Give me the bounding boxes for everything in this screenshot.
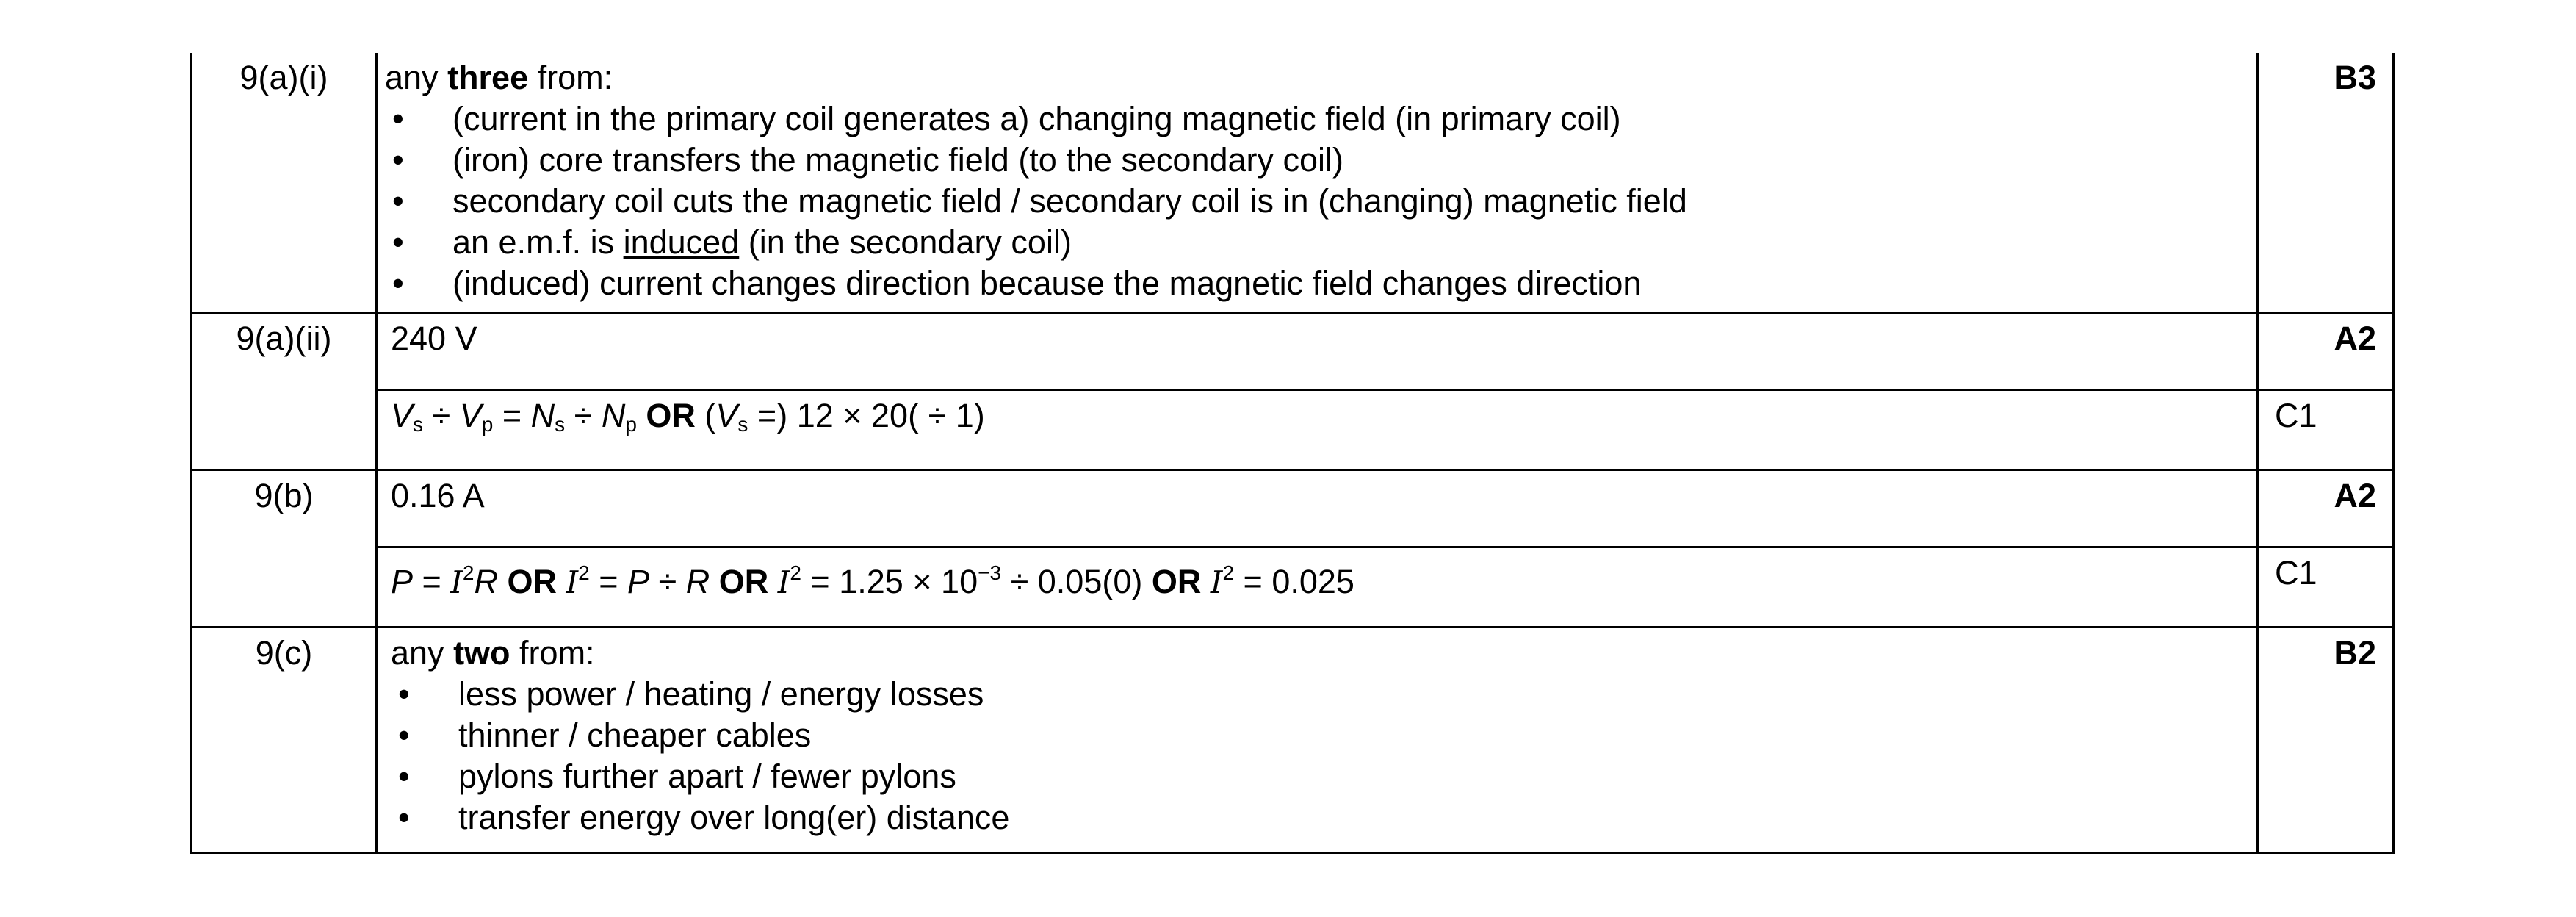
answer-point: • secondary coil cuts the magnetic field / secondary coil is in (changing) magnetic field	[385, 181, 2243, 222]
row-9b-answer	[192, 470, 2394, 547]
answer-point: • (iron) core transfers the magnetic field (to the secondary coil)	[385, 140, 2243, 181]
question-number: 9(b)	[192, 470, 377, 627]
row-9aii-working	[192, 390, 2394, 470]
mark-value: C1	[2258, 390, 2394, 470]
answer-intro: any two from:	[391, 634, 595, 672]
answer-point: • (induced) current changes direction because the magnetic field changes direction	[385, 263, 2243, 304]
answer-point: • transfer energy over long(er) distance	[391, 797, 2243, 838]
mark-value: A2	[2258, 313, 2394, 390]
working-cell: $V_s \div V_p = N_s \div N_p$ OR ($V_s$ =) 12 × 20( ÷ 1)	[377, 390, 2258, 470]
working-cell: $P = I^2R$ OR $I^2 = P \div R$ OR $I^2 = 1.25 \times 10^{-3} \div 0.05(0)$ OR $I^2 = 0.025$	[377, 547, 2258, 627]
answer-points	[391, 674, 2243, 838]
answer-cell	[377, 53, 2258, 313]
answer-point: • (current in the primary coil generates a) changing magnetic field (in primary coil)	[385, 98, 2243, 140]
row-9b-working	[192, 547, 2394, 627]
question-number: 9(a)(i)	[192, 53, 377, 313]
answer-cell: 240 V	[377, 313, 2258, 390]
answer-point: • an e.m.f. is induced (in the secondary coil)	[385, 222, 2243, 263]
answer-cell	[377, 627, 2258, 853]
question-number: 9(c)	[192, 627, 377, 853]
answer-point: • less power / heating / energy losses	[391, 674, 2243, 715]
row-9ai	[192, 53, 2394, 313]
question-number: 9(a)(ii)	[192, 313, 377, 470]
mark-value: C1	[2258, 547, 2394, 627]
row-9aii-answer	[192, 313, 2394, 390]
row-9c	[192, 627, 2394, 853]
mark-value: A2	[2258, 470, 2394, 547]
answer-points	[385, 98, 2243, 304]
answer-point: • pylons further apart / fewer pylons	[391, 756, 2243, 797]
answer-intro: any three from:	[385, 59, 613, 96]
answer-point: • thinner / cheaper cables	[391, 715, 2243, 756]
mark-value: B3	[2258, 53, 2394, 313]
answer-cell: 0.16 A	[377, 470, 2258, 547]
mark-value: B2	[2258, 627, 2394, 853]
mark-scheme-table	[190, 53, 2395, 854]
